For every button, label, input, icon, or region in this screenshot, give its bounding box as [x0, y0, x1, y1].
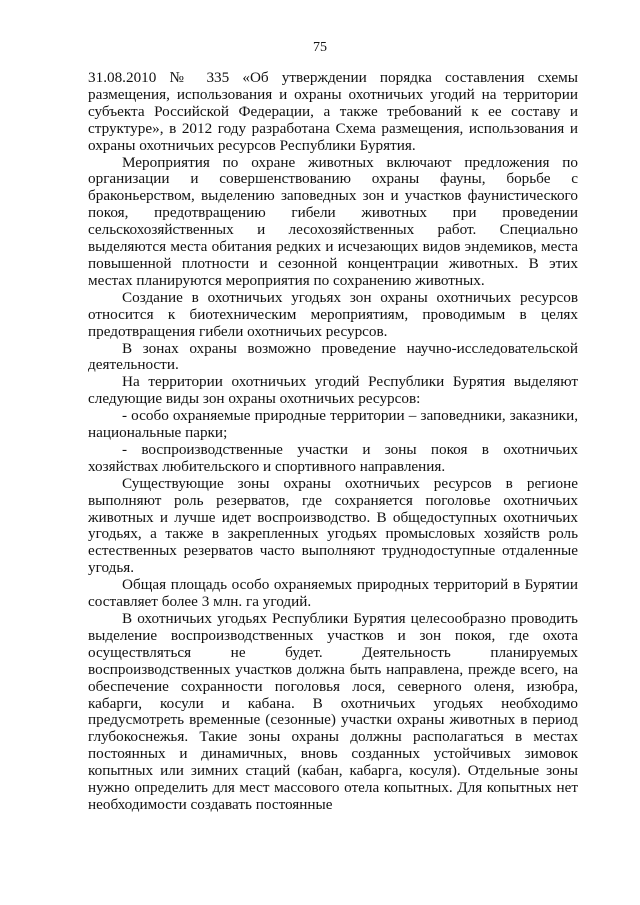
paragraph: - воспроизводственные участки и зоны покоя в охотничьих хозяйствах любительского и спортивного направления.: [88, 440, 578, 475]
paragraph: Мероприятия по охране животных включают предложения по организации и совершенствованию охраны фауны, борьбе с браконьерством, выделению заповедных зон и участков фаунистического покоя, предотвращению гибели животных при проведении сельскохозяйственных и лесохозяйственных работ. Специально выделяются места обитания редких и исчезающих видов эндемиков, места повышенной плотности и сезонной концентрации животных. В этих местах планируются мероприятия по сохранению животных.: [88, 153, 578, 289]
paragraph: 31.08.2010 № 335 «Об утверждении порядка составления схемы размещения, использования и охраны охотничьих угодий на территории субъекта Российской Федерации, а также требований к ее составу и структуре», в 2012 году разработана Схема размещения, использования и охраны охотничьих ресурсов Республики Бурятия.: [88, 69, 578, 154]
paragraph: - особо охраняемые природные территории – заповедники, заказники, национальные парки;: [88, 407, 578, 442]
paragraph: На территории охотничьих угодий Республики Бурятия выделяют следующие виды зон охраны охотничьих ресурсов:: [88, 373, 578, 408]
page-number: 75: [313, 40, 327, 55]
paragraph: В охотничьих угодьях Республики Бурятия целесообразно проводить выделение воспроизводственных участков и зон покоя, где охота осуществляться не будет. Деятельность планируемых воспроизводственных участков должна быть направлена, прежде всего, на обеспечение сохранности поголовья лося, северного оленя, изюбра, кабарги, косули и кабана. В охотничьих угодьях необходимо предусмотреть временные (сезонные) участки охраны животных в период глубокоснежья. Такие зоны охраны должны располагаться в местах постоянных и динамичных, вновь созданных устойчивых зимовок копытных или зимних стаций (кабан, кабарга, косуля). Отдельные зоны нужно определить для мест массового отела копытных. Для копытных нет необходимости создавать постоянные: [88, 610, 578, 813]
paragraph: Общая площадь особо охраняемых природных территорий в Бурятии составляет более 3 млн. га угодий.: [88, 576, 578, 611]
paragraph: Создание в охотничьих угодьях зон охраны охотничьих ресурсов относится к биотехническим мероприятиям, проводимым в целях предотвращения гибели охотничьих ресурсов.: [88, 288, 578, 340]
body-text: [88, 70, 578, 814]
paragraph: В зонах охраны возможно проведение научно-исследовательской деятельности.: [88, 339, 578, 374]
paragraph: Существующие зоны охраны охотничьих ресурсов в регионе выполняют роль резерватов, где сохраняется поголовье охотничьих животных и лучше идет воспроизводство. В общедоступных охотничьих угодьях, а также в закрепленных угодьях промысловых хозяйств роль естественных резерватов часто выполняют труднодоступные отдаленные угодья.: [88, 474, 578, 577]
